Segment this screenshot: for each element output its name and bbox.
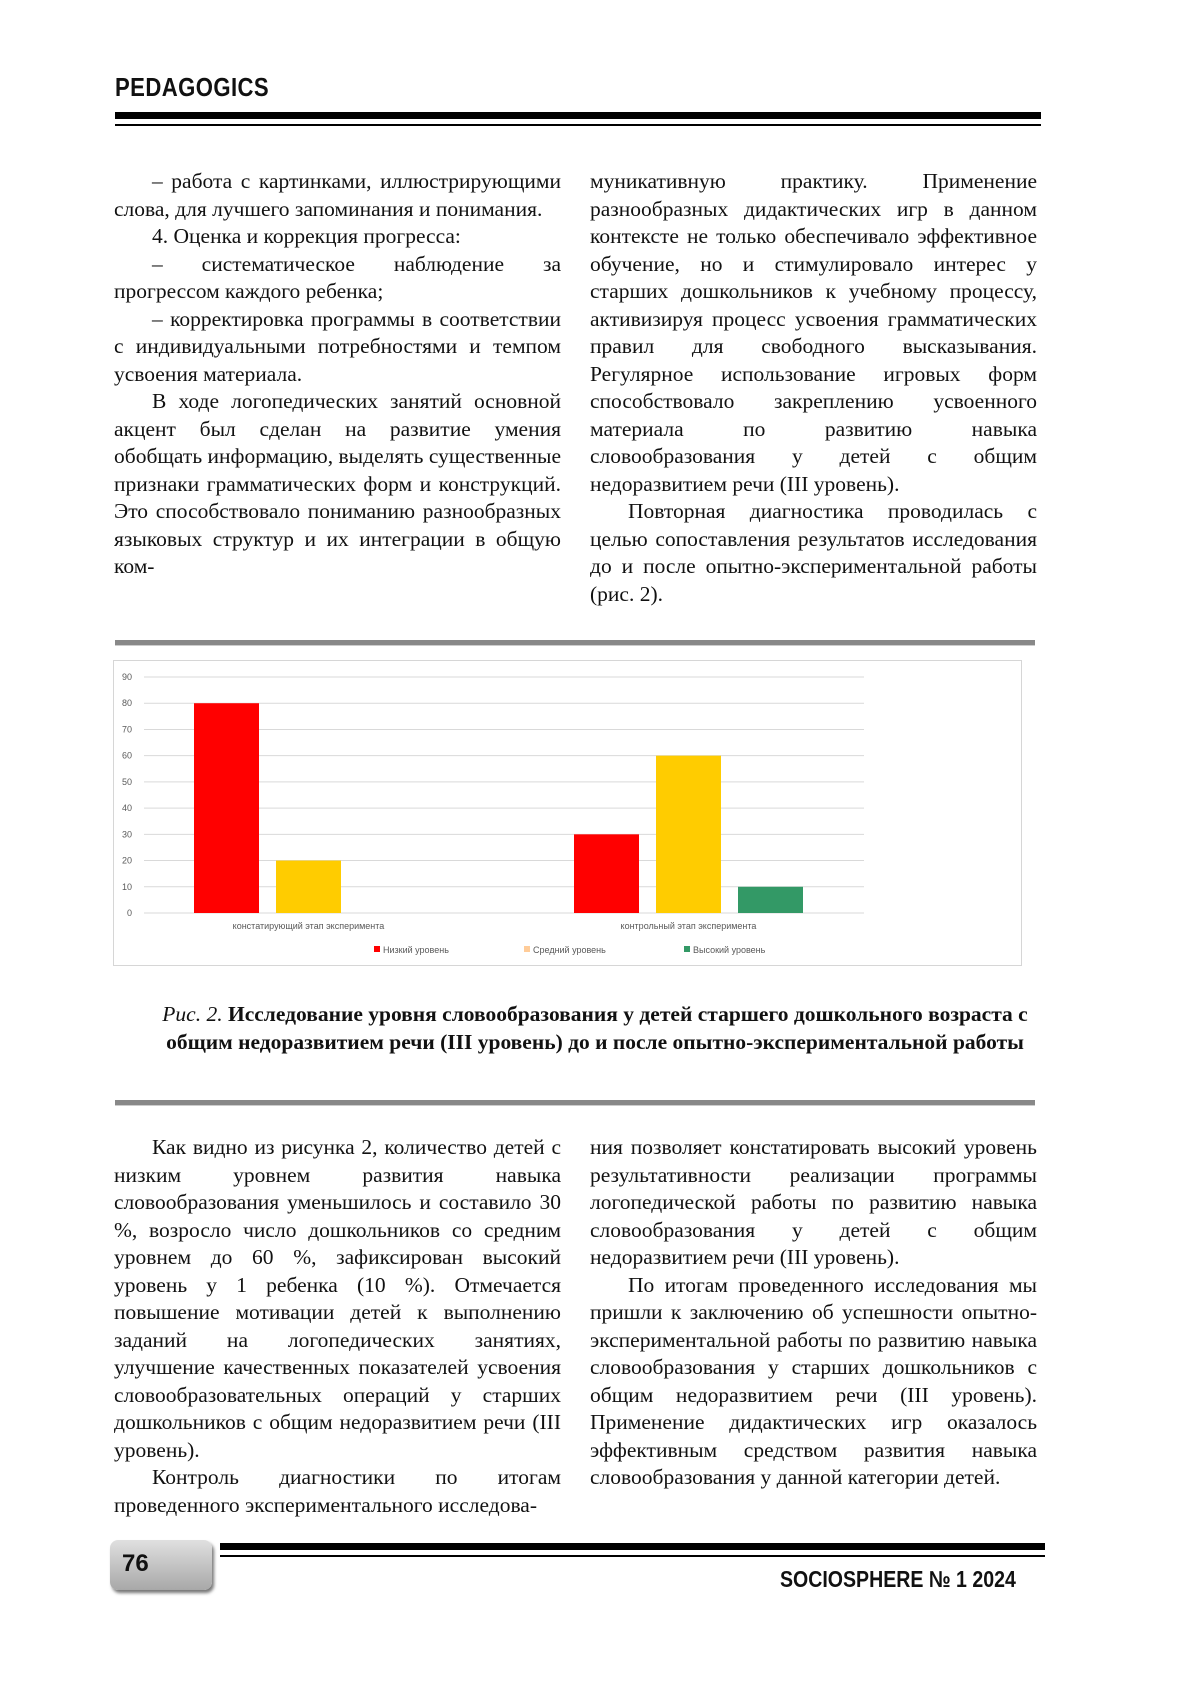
paragraph: ния позволяет констатировать высокий уровень результативности реализации программы логопедической работы по развитию навыка словообразования у детей с общим недоразвитием речи (III уровень).: [590, 1134, 1037, 1272]
paragraph: Контроль диагностики по итогам проведенного экспериментального исследова-: [114, 1464, 561, 1519]
figure-caption: [150, 1000, 1040, 1056]
paragraph: В ходе логопедических занятий основной акцент был сделан на развитие умения обобщать информацию, выделять существенные признаки грамматических форм и конструкций. Это способствовало пониманию разнообразных языковых структур и их интеграции в общую ком-: [114, 388, 561, 581]
y-tick-label: 80: [122, 698, 132, 708]
y-tick-label: 30: [122, 829, 132, 839]
x-category-label: констатирующий этап эксперимента: [233, 921, 385, 931]
journal-title: SOCIOSPHERE № 1 2024: [780, 1566, 1016, 1593]
header-rule-thin: [115, 124, 1041, 126]
legend-swatch: [374, 946, 380, 952]
y-tick-label: 20: [122, 856, 132, 866]
bar-2-1: [738, 887, 803, 913]
divider: [115, 640, 1035, 646]
y-tick-label: 70: [122, 724, 132, 734]
y-tick-label: 60: [122, 751, 132, 761]
caption-text: Исследование уровня словообразования у детей старшего дошкольного возраста с общим недоразвитием речи (III уровень) до и после опытно-экспериментальной работы: [166, 1002, 1028, 1054]
bottom-right-column: [590, 1134, 1037, 1492]
top-right-column: [590, 168, 1037, 608]
bar-1-0: [276, 861, 341, 913]
section-title: PEDAGOGICS: [115, 72, 269, 103]
legend-label: Средний уровень: [533, 945, 606, 955]
paragraph: 4. Оценка и коррекция прогресса:: [114, 223, 561, 251]
bottom-left-column: [114, 1134, 561, 1519]
paragraph: По итогам проведенного исследования мы пришли к заключению об успешности опытно-экспериментальной работы по развитию навыка словообразования у старших дошкольников с общим недоразвитием речи (III уровень). Применение дидактических игр оказалось эффективным средством развития навыка словообразования у данной категории детей.: [590, 1272, 1037, 1492]
paragraph: муникативную практику. Применение разнообразных дидактических игр в данном контексте не только обеспечивало эффективное обучение, но и стимулировало интерес у старших дошкольников к учебному процессу, активизируя процесс усвоения грамматических правил для свободного высказывания. Регулярное использование игровых форм способствовало закреплению усвоенного материала по развитию навыка словообразования у детей с общим недоразвитием речи (III уровень).: [590, 168, 1037, 498]
y-tick-label: 0: [127, 908, 132, 918]
bar-0-1: [574, 834, 639, 913]
bar-1-1: [656, 756, 721, 913]
paragraph: Как видно из рисунка 2, количество детей с низким уровнем развития навыка словообразования уменьшилось и составило 30 %, возросло число дошкольников со средним уровнем до 60 %, зафиксирован высокий уровень у 1 ребенка (10 %). Отмечается повышение мотивации детей к выполнению заданий на логопедических занятиях, улучшение качественных показателей усвоения словообразовательных операций у старших дошкольников с общим недоразвитием речи (III уровень).: [114, 1134, 561, 1464]
footer-rule: [220, 1543, 1045, 1550]
footer-rule-thin: [220, 1555, 1045, 1557]
paragraph: – систематическое наблюдение за прогрессом каждого ребенка;: [114, 251, 561, 306]
bar-0-0: [194, 703, 259, 913]
page: [0, 0, 1200, 1697]
bar-chart: [113, 660, 1022, 966]
legend-swatch: [684, 946, 690, 952]
y-tick-label: 50: [122, 777, 132, 787]
y-tick-label: 10: [122, 882, 132, 892]
y-tick-label: 90: [122, 672, 132, 682]
paragraph: – корректировка программы в соответствии с индивидуальными потребностями и темпом усвоения материала.: [114, 306, 561, 389]
top-left-column: [114, 168, 561, 581]
divider: [115, 1100, 1035, 1106]
caption-prefix: Рис. 2.: [162, 1002, 222, 1026]
y-tick-label: 40: [122, 803, 132, 813]
legend-label: Низкий уровень: [383, 945, 449, 955]
legend-label: Высокий уровень: [693, 945, 766, 955]
paragraph: – работа с картинками, иллюстрирующими слова, для лучшего запоминания и понимания.: [114, 168, 561, 223]
paragraph: Повторная диагностика проводилась с целью сопоставления результатов исследования до и после опытно-экспериментальной работы (рис. 2).: [590, 498, 1037, 608]
legend-swatch: [524, 946, 530, 952]
x-category-label: контрольный этап эксперимента: [621, 921, 757, 931]
page-number: 76: [122, 1550, 149, 1578]
page-number-badge: [110, 1540, 212, 1590]
header-rule: [115, 112, 1041, 119]
